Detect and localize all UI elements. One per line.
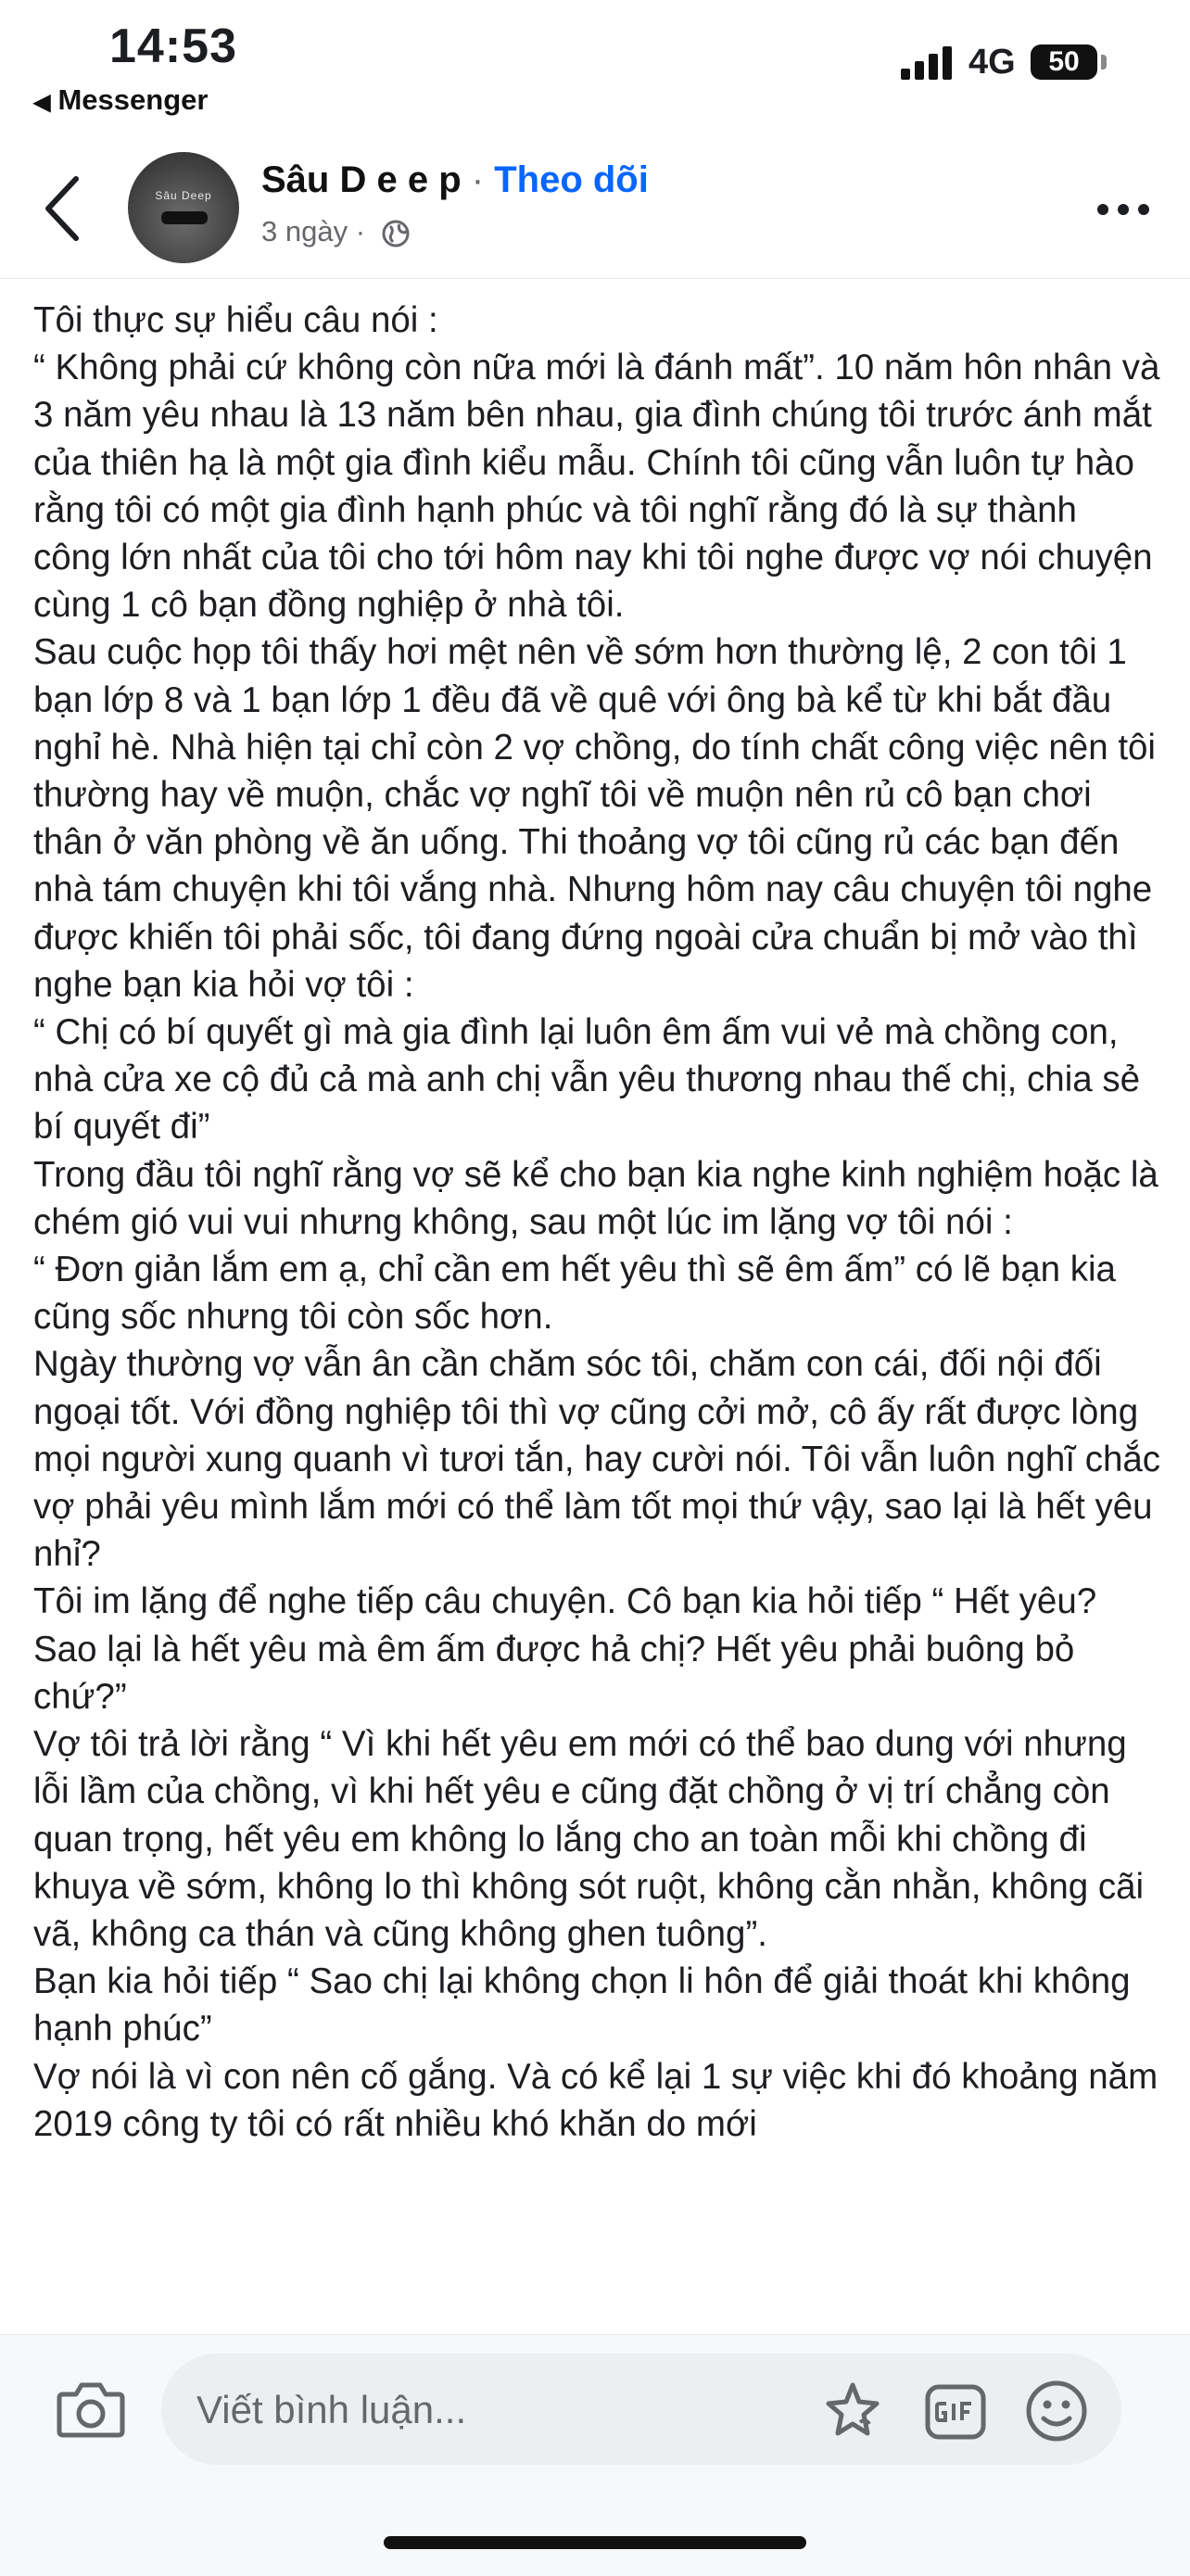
post-paragraph: Trong đầu tôi nghĩ rằng vợ sẽ kể cho bạn kia nghe kinh nghiệm hoặc là chém gió vui vui nhưng không, sau một lúc im lặng vợ tôi nói : [33, 1154, 1158, 1242]
emoji-button[interactable] [1025, 2379, 1088, 2443]
post-time[interactable]: 3 ngày [261, 215, 348, 247]
post-paragraph: Vợ tôi trả lời rằng “ Vì khi hết yêu em mới có thể bao dung với nhưng lỗi lầm của chồng, vì khi hết yêu e cũng đặt chồng ở vị trí chẳng còn quan trọng, hết yêu em không lo lắng cho an toàn mỗi khi chồng đi khuya về sớm, không lo thì không sót ruột, không cằn nhằn, không cãi vã, không ca thán và cũng không ghen tuông”. [33, 1724, 1145, 1954]
more-options-button[interactable] [1094, 198, 1153, 221]
globe-icon [381, 219, 411, 248]
avatar-text: Sâu Deep [155, 189, 212, 202]
avatar-figure [161, 211, 208, 224]
back-app-label: Messenger [57, 83, 209, 116]
status-bar [0, 0, 1190, 130]
home-indicator[interactable] [384, 2536, 806, 2549]
signal-icon [901, 44, 955, 80]
author-row [261, 159, 649, 201]
meta-separator: · [355, 215, 366, 247]
post-paragraph: Ngày thường vợ vẫn ân cần chăm sóc tôi, chăm con cái, đối nội đối ngoại tốt. Với đồng nghiệp tôi thì vợ cũng cởi mở, cô ấy rất được lòng mọi người xung quanh vì tươi tắn, hay cười nói. Tôi vẫn luôn nghĩ chắc vợ phải yêu mình lắm mới có thể làm tốt mọi thứ vậy, sao lại là hết yêu nhỉ? [33, 1344, 1161, 1575]
author-name[interactable]: Sâu D e e p [261, 159, 462, 200]
camera-button[interactable] [56, 2379, 126, 2439]
post-paragraph: Vợ nói là vì con nên cố gắng. Và có kể lại 1 sự việc khi đó khoảng năm 2019 công ty tôi có rất nhiều khó khăn do mới [33, 2056, 1158, 2144]
post-paragraph: Tôi thực sự hiểu câu nói : [33, 300, 438, 340]
comment-input[interactable] [195, 2354, 791, 2467]
battery-icon: 50 [1031, 44, 1097, 80]
sticker-button[interactable] [823, 2381, 882, 2441]
battery-cap [1101, 55, 1107, 70]
post-paragraph: Tôi im lặng để nghe tiếp câu chuyện. Cô bạn kia hỏi tiếp “ Hết yêu? Sao lại là hết yêu mà êm ấm được hả chị? Hết yêu phải buông bỏ chứ?” [33, 1581, 1097, 1717]
post-paragraph: Sau cuộc họp tôi thấy hơi mệt nên về sớm hơn thường lệ, 2 con tôi 1 bạn lớp 8 và 1 bạn lớp 1 đều đã về quê với ông bà kể từ khi bắt đầu nghỉ hè. Nhà hiện tại chỉ còn 2 vợ chồng, do tính chất công việc nên tôi thường hay về muộn, chắc vợ nghĩ tôi về muộn nên rủ cô bạn chơi thân ở văn phòng về ăn uống. Thi thoảng vợ tôi cũng rủ các bạn đến nhà tám chuyện khi tôi vắng nhà. Nhưng hôm nay câu chuyện tôi nghe được khiến tôi phải sốc, tôi đang đứng ngoài cửa chuẩn bị mở vào thì nghe bạn kia hỏi vợ tôi : [33, 632, 1156, 1005]
post-paragraph: “ Không phải cứ không còn nữa mới là đánh mất”. 10 năm hôn nhân và 3 năm yêu nhau là 13 năm bên nhau, gia đình chúng tôi trước ánh mắt của thiên hạ là một gia đình kiểu mẫu. Chính tôi cũng vẫn luôn tự hào rằng tôi có một gia đình hạnh phúc và tôi nghĩ rằng đó là sự thành công lớn nhất của tôi cho tới hôm nay khi tôi nghe được vợ nói chuyện cùng 1 cô bạn đồng nghiệp ở nhà tôi. [33, 348, 1160, 626]
post-body [33, 297, 1164, 2327]
gif-button[interactable] [925, 2384, 986, 2440]
network-type: 4G [968, 43, 1016, 82]
more-horizontal-icon [1097, 204, 1108, 215]
comment-input-container [161, 2354, 1121, 2465]
follow-button[interactable]: Theo dõi [494, 159, 649, 200]
back-button[interactable] [37, 171, 93, 246]
post-paragraph: Bạn kia hỏi tiếp “ Sao chị lại không chọn li hôn để giải thoát khi không hạnh phúc” [33, 1961, 1131, 2049]
emoji-icon [1025, 2379, 1088, 2443]
post-header [0, 139, 1190, 279]
sticker-icon [823, 2381, 882, 2441]
gif-icon [925, 2384, 986, 2440]
back-triangle-icon: ◀ [33, 90, 51, 115]
back-to-app-link[interactable] [33, 83, 208, 117]
post-meta [261, 215, 411, 248]
avatar[interactable] [128, 152, 239, 263]
status-time: 14:53 [109, 19, 237, 73]
camera-icon [56, 2379, 126, 2439]
post-paragraph: “ Đơn giản lắm em ạ, chỉ cần em hết yêu thì sẽ êm ấm” có lẽ bạn kia cũng sốc nhưng tôi còn sốc hơn. [33, 1250, 1116, 1338]
chevron-left-icon [37, 171, 93, 246]
post-paragraph: “ Chị có bí quyết gì mà gia đình lại luôn êm ấm vui vẻ mà chồng con, nhà cửa xe cộ đủ cả mà anh chị vẫn yêu thương nhau thế chị, chia sẻ bí quyết đi” [33, 1012, 1141, 1148]
name-separator: · [471, 159, 485, 200]
